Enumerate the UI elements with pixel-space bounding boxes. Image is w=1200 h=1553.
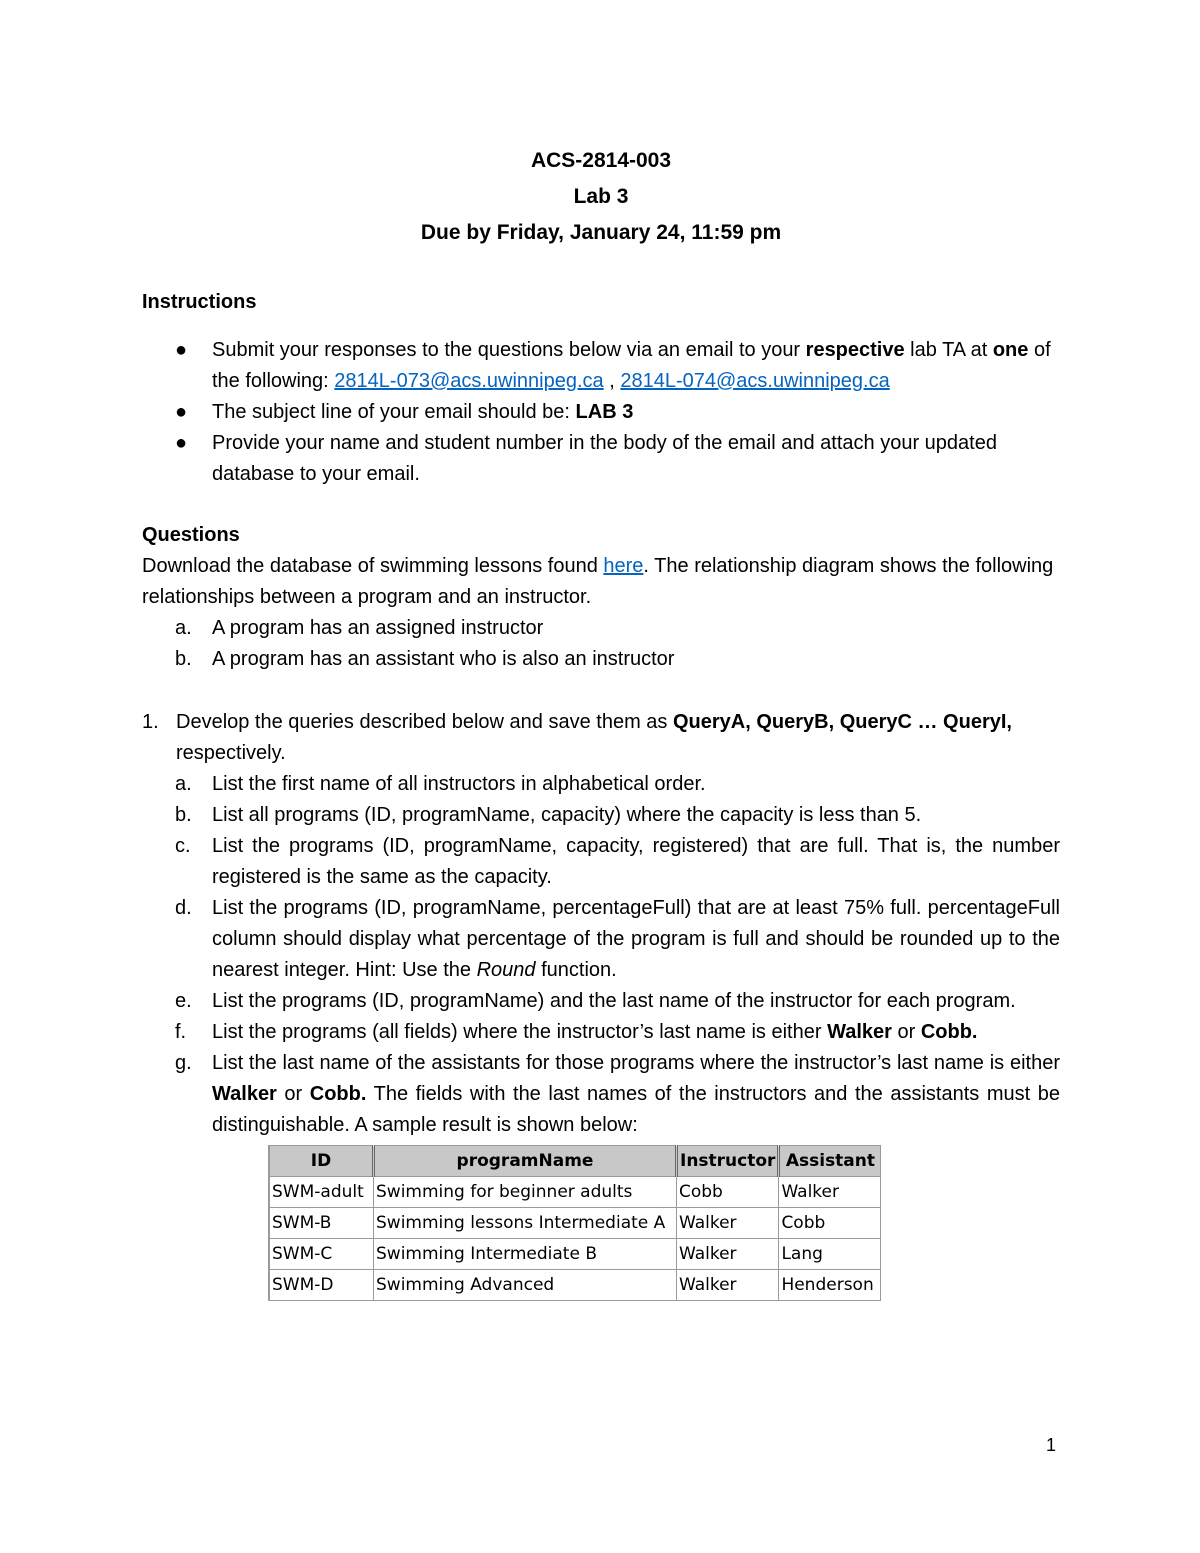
query-item-g: g. List the last name of the assistants for those programs where the instructor’s last name is either Walker or Cobb. The fields with the last names of the instructors and the assistants must be distinguishable. A sample result is shown below: xyxy=(175,1052,1060,1136)
relationship-item: b. A program has an assistant who is also an instructor xyxy=(175,648,675,670)
relationship-list xyxy=(142,613,1060,675)
column-header-assistant: Assistant xyxy=(779,1146,881,1177)
lab-title: Lab 3 xyxy=(573,185,629,208)
table-row: SWM-adult Swimming for beginner adults Cobb Walker xyxy=(269,1177,881,1208)
questions-intro: Download the database of swimming lessons found here. The relationship diagram shows the following relationships between a program and an instructor. xyxy=(142,555,1054,608)
query-item-b: b. List all programs (ID, programName, capacity) where the capacity is less than 5. xyxy=(175,804,922,826)
bullet-icon: ● xyxy=(175,432,188,454)
due-date: Due by Friday, January 24, 11:59 pm xyxy=(420,221,782,244)
column-header-instructor: Instructor xyxy=(677,1146,779,1177)
instructions-list xyxy=(142,335,1060,490)
course-code: ACS-2814-003 xyxy=(530,149,672,172)
database-download-link[interactable]: here xyxy=(603,555,644,577)
table-row: SWM-C Swimming Intermediate B Walker Lang xyxy=(269,1239,881,1270)
query-list xyxy=(142,769,1060,1141)
table-row: SWM-B Swimming lessons Intermediate A Walker Cobb xyxy=(269,1208,881,1239)
query-item-a: a. List the first name of all instructors in alphabetical order. xyxy=(175,773,706,795)
bullet-icon: ● xyxy=(175,339,188,361)
column-header-programname: programName xyxy=(374,1146,677,1177)
bullet-icon: ● xyxy=(175,401,188,423)
document-page xyxy=(142,143,1060,1301)
instruction-item: ● The subject line of your email should be: LAB 3 xyxy=(142,397,1060,428)
query-item-f: f. List the programs (all fields) where the instructor’s last name is either Walker or Cobb. xyxy=(175,1021,978,1043)
query-item-d: d. List the programs (ID, programName, percentageFull) that are at least 75% full. percentageFull column should display what percentage of the program is full and should be rounded up to the nearest integer. Hint: Use the Round function. xyxy=(175,897,1060,981)
relationship-item: a. A program has an assigned instructor xyxy=(175,617,544,639)
table-header-row xyxy=(269,1146,881,1177)
sample-result-table xyxy=(268,1145,881,1301)
table-row: SWM-D Swimming Advanced Walker Henderson xyxy=(269,1270,881,1301)
page-number: 1 xyxy=(1046,1435,1057,1455)
instruction-item: ● Provide your name and student number in the body of the email and attach your updated database to your email. xyxy=(142,428,1060,490)
query-item-e: e. List the programs (ID, programName) and the last name of the instructor for each program. xyxy=(175,990,1016,1012)
title-block xyxy=(142,143,1060,251)
email-link-073[interactable]: 2814L-073@acs.uwinnipeg.ca xyxy=(334,370,604,392)
column-header-id: ID xyxy=(269,1146,374,1177)
instructions-heading: Instructions xyxy=(142,291,257,313)
question-1: 1. Develop the queries described below and save them as QueryA, QueryB, QueryC … QueryI, respectively. xyxy=(142,711,1012,764)
query-item-c: c. List the programs (ID, programName, capacity, registered) that are full. That is, the number registered is the same as the capacity. xyxy=(175,835,1060,888)
instruction-item: ● Submit your responses to the questions below via an email to your respective lab TA at one of the following: 2814L-073@acs.uwinnipeg.ca , 2814L-074@acs.uwinnipeg.ca xyxy=(142,335,1060,397)
email-link-074[interactable]: 2814L-074@acs.uwinnipeg.ca xyxy=(620,370,890,392)
questions-heading: Questions xyxy=(142,524,240,546)
